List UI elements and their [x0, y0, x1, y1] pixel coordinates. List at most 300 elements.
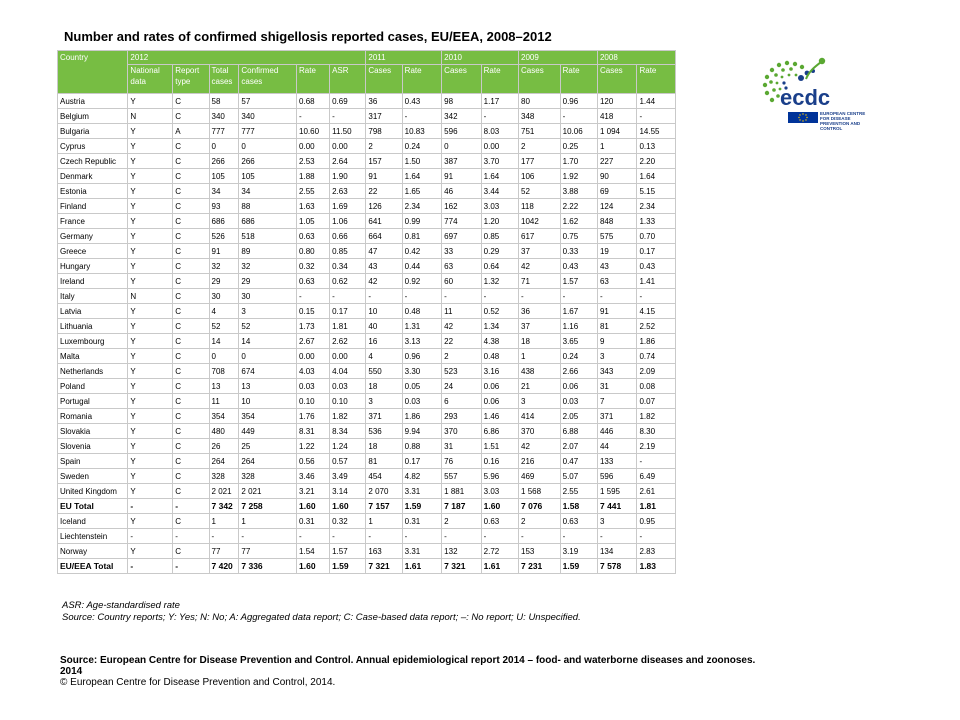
value-cell: 523: [442, 364, 481, 379]
value-cell: 29: [239, 274, 297, 289]
value-cell: 0.00: [330, 139, 366, 154]
value-cell: 44: [597, 439, 636, 454]
value-cell: C: [173, 274, 209, 289]
value-cell: 0.74: [637, 349, 676, 364]
value-cell: -: [173, 559, 209, 574]
value-cell: -: [637, 109, 676, 124]
value-cell: 105: [209, 169, 239, 184]
value-cell: 2: [519, 139, 561, 154]
value-cell: 3.16: [481, 364, 518, 379]
value-cell: 641: [366, 214, 402, 229]
table-row: [58, 274, 676, 289]
value-cell: -: [402, 289, 442, 304]
country-cell: Luxembourg: [58, 334, 128, 349]
value-cell: N: [128, 289, 173, 304]
value-cell: 0.17: [402, 454, 442, 469]
table-row: [58, 214, 676, 229]
value-cell: 33: [442, 244, 481, 259]
country-cell: Hungary: [58, 259, 128, 274]
value-cell: 30: [239, 289, 297, 304]
value-cell: 1.92: [560, 169, 597, 184]
value-cell: 480: [209, 424, 239, 439]
value-cell: 1 595: [597, 484, 636, 499]
country-cell: Norway: [58, 544, 128, 559]
value-cell: 77: [239, 544, 297, 559]
value-cell: 36: [366, 94, 402, 109]
value-cell: Y: [128, 364, 173, 379]
value-cell: 2.55: [560, 484, 597, 499]
value-cell: Y: [128, 94, 173, 109]
value-cell: 8.31: [297, 424, 330, 439]
value-cell: 14.55: [637, 124, 676, 139]
value-cell: 0.66: [330, 229, 366, 244]
value-cell: 4.04: [330, 364, 366, 379]
value-cell: 0.43: [402, 94, 442, 109]
value-cell: 1.64: [637, 169, 676, 184]
value-cell: 91: [366, 169, 402, 184]
country-cell: Cyprus: [58, 139, 128, 154]
value-cell: 98: [442, 94, 481, 109]
value-cell: 0.85: [330, 244, 366, 259]
table-row: [58, 139, 676, 154]
value-cell: 11: [209, 394, 239, 409]
value-cell: 118: [519, 199, 561, 214]
value-cell: 1: [597, 139, 636, 154]
value-cell: 1.59: [330, 559, 366, 574]
value-cell: 387: [442, 154, 481, 169]
value-cell: C: [173, 349, 209, 364]
value-cell: C: [173, 484, 209, 499]
value-cell: 1.54: [297, 544, 330, 559]
value-cell: 157: [366, 154, 402, 169]
country-cell: Lithuania: [58, 319, 128, 334]
value-cell: 1.44: [637, 94, 676, 109]
value-cell: Y: [128, 319, 173, 334]
value-cell: 264: [239, 454, 297, 469]
value-cell: 42: [442, 319, 481, 334]
value-cell: 0.06: [560, 379, 597, 394]
table-row: [58, 559, 676, 574]
value-cell: 342: [442, 109, 481, 124]
value-cell: 126: [366, 199, 402, 214]
value-cell: C: [173, 469, 209, 484]
value-cell: 1 094: [597, 124, 636, 139]
value-cell: 3.21: [297, 484, 330, 499]
value-cell: 22: [442, 334, 481, 349]
value-cell: -: [519, 289, 561, 304]
value-cell: Y: [128, 214, 173, 229]
value-cell: 3: [239, 304, 297, 319]
value-cell: 2.53: [297, 154, 330, 169]
value-cell: Y: [128, 169, 173, 184]
value-cell: 1.86: [637, 334, 676, 349]
header-year-2009: 2009: [519, 51, 598, 65]
value-cell: 13: [209, 379, 239, 394]
country-cell: Malta: [58, 349, 128, 364]
value-cell: 0.25: [560, 139, 597, 154]
value-cell: 34: [209, 184, 239, 199]
value-cell: 81: [597, 319, 636, 334]
value-cell: 0.81: [402, 229, 442, 244]
header-year-2012: 2012: [128, 51, 366, 65]
value-cell: C: [173, 394, 209, 409]
table-row: [58, 514, 676, 529]
value-cell: 1.46: [481, 409, 518, 424]
value-cell: 7 321: [442, 559, 481, 574]
value-cell: 0: [209, 139, 239, 154]
header-cases-2010: Cases: [442, 65, 481, 94]
value-cell: Y: [128, 514, 173, 529]
value-cell: 0.00: [297, 349, 330, 364]
value-cell: 0.42: [402, 244, 442, 259]
value-cell: -: [442, 289, 481, 304]
table-row: [58, 289, 676, 304]
value-cell: 3.14: [330, 484, 366, 499]
value-cell: -: [481, 289, 518, 304]
table-body: [58, 94, 676, 574]
value-cell: 11.50: [330, 124, 366, 139]
value-cell: 4: [366, 349, 402, 364]
value-cell: 686: [239, 214, 297, 229]
value-cell: 0.13: [637, 139, 676, 154]
value-cell: 777: [209, 124, 239, 139]
country-cell: Italy: [58, 289, 128, 304]
value-cell: C: [173, 379, 209, 394]
value-cell: 317: [366, 109, 402, 124]
value-cell: 1.05: [297, 214, 330, 229]
value-cell: 7 076: [519, 499, 561, 514]
value-cell: 227: [597, 154, 636, 169]
value-cell: 133: [597, 454, 636, 469]
value-cell: Y: [128, 409, 173, 424]
value-cell: 1.60: [330, 499, 366, 514]
value-cell: 3.13: [402, 334, 442, 349]
value-cell: 1.20: [481, 214, 518, 229]
value-cell: 449: [239, 424, 297, 439]
header-country: Country: [58, 51, 128, 94]
value-cell: 536: [366, 424, 402, 439]
country-cell: Romania: [58, 409, 128, 424]
value-cell: C: [173, 454, 209, 469]
value-cell: 0: [209, 349, 239, 364]
value-cell: 1.61: [402, 559, 442, 574]
value-cell: C: [173, 289, 209, 304]
value-cell: 0.96: [402, 349, 442, 364]
value-cell: 7 420: [209, 559, 239, 574]
table-row: [58, 109, 676, 124]
value-cell: C: [173, 184, 209, 199]
value-cell: 0: [239, 349, 297, 364]
value-cell: 0.24: [560, 349, 597, 364]
value-cell: 40: [366, 319, 402, 334]
value-cell: Y: [128, 544, 173, 559]
value-cell: 36: [519, 304, 561, 319]
value-cell: 454: [366, 469, 402, 484]
value-cell: 2.64: [330, 154, 366, 169]
table-row: [58, 199, 676, 214]
shigellosis-table: [57, 50, 676, 574]
value-cell: 2.34: [637, 199, 676, 214]
value-cell: 0.32: [330, 514, 366, 529]
country-cell: Denmark: [58, 169, 128, 184]
value-cell: 8.03: [481, 124, 518, 139]
value-cell: 32: [239, 259, 297, 274]
value-cell: 6.88: [560, 424, 597, 439]
value-cell: 697: [442, 229, 481, 244]
value-cell: 76: [442, 454, 481, 469]
value-cell: 0.43: [637, 259, 676, 274]
value-cell: 518: [239, 229, 297, 244]
header-asr-2012: ASR: [330, 65, 366, 94]
value-cell: C: [173, 214, 209, 229]
value-cell: 63: [442, 259, 481, 274]
value-cell: -: [330, 109, 366, 124]
value-cell: 0.03: [330, 379, 366, 394]
value-cell: 4.03: [297, 364, 330, 379]
value-cell: 37: [519, 319, 561, 334]
value-cell: 8.34: [330, 424, 366, 439]
value-cell: 120: [597, 94, 636, 109]
citation-copyright: © European Centre for Disease Prevention and Control, 2014.: [60, 677, 336, 688]
value-cell: 848: [597, 214, 636, 229]
value-cell: 1.81: [637, 499, 676, 514]
value-cell: 57: [239, 94, 297, 109]
value-cell: 80: [519, 94, 561, 109]
value-cell: 0.08: [637, 379, 676, 394]
value-cell: 18: [366, 379, 402, 394]
value-cell: 2.61: [637, 484, 676, 499]
value-cell: 664: [366, 229, 402, 244]
header-rate-2012: Rate: [297, 65, 330, 94]
value-cell: -: [597, 529, 636, 544]
value-cell: 0.24: [402, 139, 442, 154]
country-cell: Poland: [58, 379, 128, 394]
value-cell: 13: [239, 379, 297, 394]
value-cell: 3.44: [481, 184, 518, 199]
value-cell: -: [128, 559, 173, 574]
value-cell: -: [128, 499, 173, 514]
value-cell: 3.65: [560, 334, 597, 349]
value-cell: Y: [128, 394, 173, 409]
country-cell: France: [58, 214, 128, 229]
value-cell: 1.57: [330, 544, 366, 559]
value-cell: 3.03: [481, 484, 518, 499]
table-row: [58, 439, 676, 454]
value-cell: 1.60: [297, 499, 330, 514]
value-cell: 2 021: [209, 484, 239, 499]
value-cell: 0.63: [560, 514, 597, 529]
value-cell: 1 881: [442, 484, 481, 499]
value-cell: 91: [597, 304, 636, 319]
country-cell: Czech Republic: [58, 154, 128, 169]
value-cell: 617: [519, 229, 561, 244]
header-rate-2011: Rate: [402, 65, 442, 94]
asr-note: ASR: Age-standardised rate: [62, 600, 180, 611]
value-cell: Y: [128, 184, 173, 199]
value-cell: 1.58: [560, 499, 597, 514]
table-row: [58, 94, 676, 109]
table-title: Number and rates of confirmed shigellosis reported cases, EU/EEA, 2008–2012: [64, 29, 552, 44]
value-cell: 4.82: [402, 469, 442, 484]
country-cell: EU/EEA Total: [58, 559, 128, 574]
value-cell: 16: [366, 334, 402, 349]
value-cell: 3.88: [560, 184, 597, 199]
value-cell: C: [173, 409, 209, 424]
value-cell: 2.22: [560, 199, 597, 214]
value-cell: 163: [366, 544, 402, 559]
value-cell: 575: [597, 229, 636, 244]
value-cell: Y: [128, 244, 173, 259]
value-cell: N: [128, 109, 173, 124]
value-cell: -: [366, 289, 402, 304]
value-cell: C: [173, 424, 209, 439]
value-cell: C: [173, 304, 209, 319]
country-cell: Greece: [58, 244, 128, 259]
table-row: [58, 169, 676, 184]
table-row: [58, 244, 676, 259]
value-cell: C: [173, 229, 209, 244]
value-cell: 5.15: [637, 184, 676, 199]
value-cell: 0.48: [402, 304, 442, 319]
value-cell: -: [297, 109, 330, 124]
value-cell: 81: [366, 454, 402, 469]
value-cell: 3.46: [297, 469, 330, 484]
country-cell: Bulgaria: [58, 124, 128, 139]
value-cell: 1.59: [560, 559, 597, 574]
value-cell: -: [637, 289, 676, 304]
value-cell: 0.33: [560, 244, 597, 259]
header-year-2011: 2011: [366, 51, 442, 65]
value-cell: 774: [442, 214, 481, 229]
value-cell: 343: [597, 364, 636, 379]
value-cell: 418: [597, 109, 636, 124]
value-cell: 0.92: [402, 274, 442, 289]
value-cell: 3: [597, 349, 636, 364]
value-cell: -: [402, 529, 442, 544]
value-cell: -: [128, 529, 173, 544]
value-cell: 1.06: [330, 214, 366, 229]
table-row: [58, 484, 676, 499]
value-cell: 29: [209, 274, 239, 289]
value-cell: 52: [519, 184, 561, 199]
value-cell: 7 336: [239, 559, 297, 574]
value-cell: 1.57: [560, 274, 597, 289]
country-cell: Spain: [58, 454, 128, 469]
value-cell: 1.61: [481, 559, 518, 574]
value-cell: 0.17: [637, 244, 676, 259]
value-cell: 0.10: [297, 394, 330, 409]
table-row: [58, 454, 676, 469]
value-cell: 7 231: [519, 559, 561, 574]
value-cell: 2: [519, 514, 561, 529]
value-cell: C: [173, 514, 209, 529]
country-cell: Germany: [58, 229, 128, 244]
value-cell: 3.30: [402, 364, 442, 379]
value-cell: 0.29: [481, 244, 518, 259]
value-cell: 0.63: [481, 514, 518, 529]
value-cell: 6.49: [637, 469, 676, 484]
country-cell: Belgium: [58, 109, 128, 124]
value-cell: 19: [597, 244, 636, 259]
value-cell: 0.32: [297, 259, 330, 274]
value-cell: 1.67: [560, 304, 597, 319]
value-cell: 7 258: [239, 499, 297, 514]
value-cell: 1.17: [481, 94, 518, 109]
value-cell: -: [637, 454, 676, 469]
value-cell: 777: [239, 124, 297, 139]
value-cell: 2.67: [297, 334, 330, 349]
table-row: [58, 379, 676, 394]
value-cell: 0.44: [402, 259, 442, 274]
value-cell: 47: [366, 244, 402, 259]
value-cell: Y: [128, 424, 173, 439]
value-cell: 1.88: [297, 169, 330, 184]
value-cell: 0.75: [560, 229, 597, 244]
value-cell: -: [481, 109, 518, 124]
value-cell: 264: [209, 454, 239, 469]
value-cell: 0.69: [330, 94, 366, 109]
value-cell: 1.24: [330, 439, 366, 454]
value-cell: 9.94: [402, 424, 442, 439]
value-cell: 686: [209, 214, 239, 229]
value-cell: -: [637, 529, 676, 544]
value-cell: C: [173, 244, 209, 259]
value-cell: 266: [239, 154, 297, 169]
value-cell: Y: [128, 199, 173, 214]
value-cell: 0.10: [330, 394, 366, 409]
value-cell: C: [173, 364, 209, 379]
table-row: [58, 304, 676, 319]
value-cell: 0.31: [297, 514, 330, 529]
value-cell: Y: [128, 229, 173, 244]
value-cell: 37: [519, 244, 561, 259]
value-cell: C: [173, 169, 209, 184]
value-cell: 1042: [519, 214, 561, 229]
country-cell: Liechtenstein: [58, 529, 128, 544]
value-cell: 3.31: [402, 484, 442, 499]
value-cell: 43: [597, 259, 636, 274]
value-cell: 0.06: [481, 394, 518, 409]
value-cell: 0.31: [402, 514, 442, 529]
header-rate-2010: Rate: [481, 65, 518, 94]
country-cell: Iceland: [58, 514, 128, 529]
header-report-type: Report type: [173, 65, 209, 94]
value-cell: 1.76: [297, 409, 330, 424]
value-cell: 14: [209, 334, 239, 349]
value-cell: 469: [519, 469, 561, 484]
value-cell: 0.63: [297, 229, 330, 244]
value-cell: 798: [366, 124, 402, 139]
value-cell: 1.82: [637, 409, 676, 424]
value-cell: 371: [597, 409, 636, 424]
value-cell: -: [560, 289, 597, 304]
value-cell: 2.20: [637, 154, 676, 169]
value-cell: -: [597, 289, 636, 304]
value-cell: A: [173, 124, 209, 139]
value-cell: 90: [597, 169, 636, 184]
value-cell: -: [519, 529, 561, 544]
value-cell: 46: [442, 184, 481, 199]
value-cell: 1.70: [560, 154, 597, 169]
value-cell: 88: [239, 199, 297, 214]
table-row: [58, 544, 676, 559]
value-cell: 18: [519, 334, 561, 349]
value-cell: 0.80: [297, 244, 330, 259]
value-cell: -: [330, 289, 366, 304]
value-cell: 1.32: [481, 274, 518, 289]
value-cell: 10.60: [297, 124, 330, 139]
header-rate-2008: Rate: [637, 65, 676, 94]
